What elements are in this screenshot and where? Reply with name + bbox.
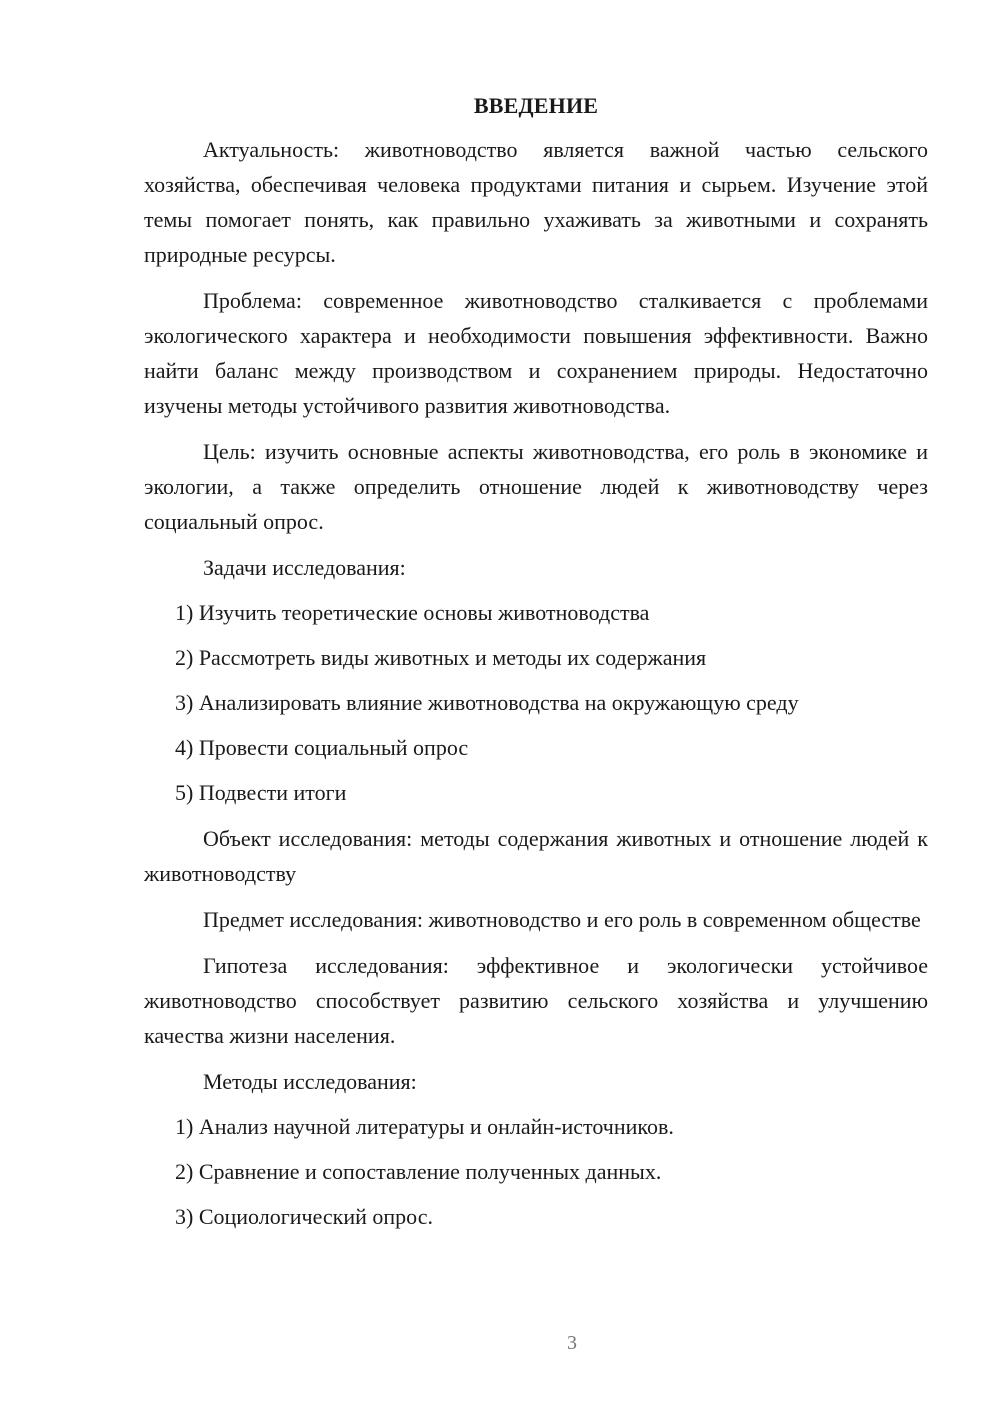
goal-paragraph: Цель: изучить основные аспекты животноводства, его роль в экономике и экологии, а также определить отношение людей к животноводству через социальный опрос. <box>144 439 928 534</box>
list-item: 3) Анализировать влияние животноводства на окружающую среду <box>175 690 799 715</box>
list-item: 4) Провести социальный опрос <box>175 735 469 760</box>
document-page <box>144 88 928 1245</box>
methods-label: Методы исследования: <box>203 1069 417 1094</box>
list-item: 2) Сравнение и сопоставление полученных данных. <box>175 1159 662 1184</box>
methods-list <box>144 1109 928 1234</box>
list-item: 5) Подвести итоги <box>175 780 347 805</box>
page-title: ВВЕДЕНИЕ <box>473 93 599 118</box>
tasks-list <box>144 595 928 810</box>
list-item: 3) Социологический опрос. <box>175 1204 433 1229</box>
object-paragraph: Объект исследования: методы содержания животных и отношение людей к животноводству <box>144 826 928 886</box>
problem-paragraph: Проблема: современное животноводство сталкивается с проблемами экологического характера и необходимости повышения эффективности. Важно найти баланс между производством и сохранением природы. Недостаточно изучены методы устойчивого развития животноводства. <box>144 288 928 418</box>
hypothesis-paragraph: Гипотеза исследования: эффективное и экологически устойчивое животноводство способствует развитию сельского хозяйства и улучшению качества жизни населения. <box>144 953 928 1048</box>
list-item: 2) Рассмотреть виды животных и методы их содержания <box>175 645 707 670</box>
list-item: 1) Изучить теоретические основы животноводства <box>175 600 650 625</box>
list-item: 1) Анализ научной литературы и онлайн-источников. <box>175 1114 674 1139</box>
page-number: 3 <box>567 1332 577 1354</box>
subject-paragraph: Предмет исследования: животноводство и его роль в современном обществе <box>203 907 921 932</box>
tasks-label: Задачи исследования: <box>203 555 406 580</box>
relevance-paragraph: Актуальность: животноводство является важной частью сельского хозяйства, обеспечивая человека продуктами питания и сырьем. Изучение этой темы помогает понять, как правильно ухаживать за животными и сохранять природные ресурсы. <box>144 137 928 267</box>
